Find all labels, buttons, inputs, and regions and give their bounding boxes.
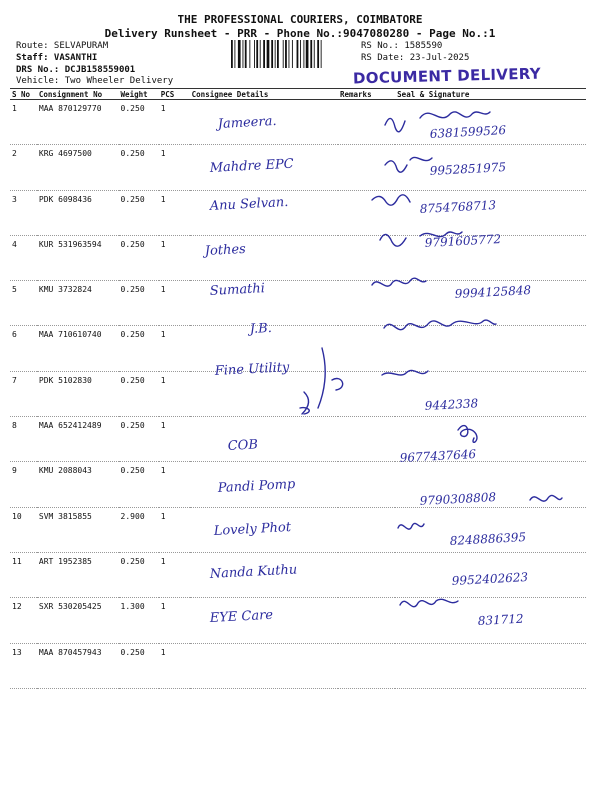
phone-handwriting: 8754768713 (419, 198, 497, 216)
row-sno: 9 (10, 462, 37, 507)
table-row (10, 235, 586, 280)
row-consignee-details (190, 643, 338, 688)
consignee-handwriting: Lovely Phot (213, 519, 292, 539)
row-consignee-details (190, 235, 338, 280)
consignee-handwriting: Pandi Pomp (217, 476, 296, 496)
row-consignee-details (190, 281, 338, 326)
row-consignment-no: SXR 530205425 (37, 598, 119, 643)
row-sno: 11 (10, 552, 37, 597)
row-pcs: 1 (159, 507, 190, 552)
row-sno: 12 (10, 598, 37, 643)
row-weight: 0.250 (119, 100, 159, 145)
barcode (230, 40, 354, 68)
row-sno: 7 (10, 371, 37, 416)
row-seal-signature (395, 100, 586, 145)
consignee-handwriting: Nanda Kuthu (209, 562, 298, 582)
header-weight: Weight (119, 89, 159, 100)
row-consignment-no: KMU 2088043 (37, 462, 119, 507)
row-sno: 13 (10, 643, 37, 688)
row-sno: 4 (10, 235, 37, 280)
phone-handwriting: 9442338 (424, 396, 479, 413)
row-weight: 0.250 (119, 145, 159, 190)
route-label: Route: SELVAPURAM (16, 41, 109, 51)
row-weight: 1.300 (119, 598, 159, 643)
row-weight: 0.250 (119, 417, 159, 462)
document-delivery-stamp: DOCUMENT DELIVERY (352, 64, 542, 88)
row-seal-signature (395, 552, 586, 597)
row-sno: 3 (10, 190, 37, 235)
row-remarks (338, 462, 395, 507)
table-row (10, 190, 586, 235)
table-row (10, 507, 586, 552)
row-sno: 10 (10, 507, 37, 552)
vehicle-label: Vehicle: Two Wheeler Delivery (16, 76, 174, 86)
row-consignment-no: PDK 5102830 (37, 371, 119, 416)
consignee-handwriting: J.B. (249, 320, 273, 337)
row-consignment-no: SVM 3815855 (37, 507, 119, 552)
row-consignee-details (190, 100, 338, 145)
row-consignment-no: MAA 870457943 (37, 643, 119, 688)
row-weight: 0.250 (119, 371, 159, 416)
row-sno: 5 (10, 281, 37, 326)
row-seal-signature (395, 190, 586, 235)
row-remarks (338, 552, 395, 597)
row-consignee-details (190, 462, 338, 507)
row-sno: 8 (10, 417, 37, 462)
row-pcs: 1 (159, 371, 190, 416)
consignee-handwriting: Anu Selvan. (209, 194, 289, 214)
row-remarks (338, 145, 395, 190)
row-pcs: 1 (159, 552, 190, 597)
header-signature: Seal & Signature (395, 89, 586, 100)
document-subtitle: Delivery Runsheet - PRR - Phone No.:9047080280 - Page No.:1 (104, 27, 496, 40)
row-weight: 0.250 (119, 643, 159, 688)
row-pcs: 1 (159, 326, 190, 371)
phone-handwriting: 9952851975 (429, 160, 507, 178)
table-body (10, 100, 586, 689)
row-seal-signature (395, 145, 586, 190)
row-consignment-no: MAA 652412489 (37, 417, 119, 462)
row-seal-signature (395, 598, 586, 643)
row-weight: 0.250 (119, 462, 159, 507)
row-pcs: 1 (159, 190, 190, 235)
document-title: THE PROFESSIONAL COURIERS, COIMBATORE (177, 13, 423, 26)
table-header-row (10, 89, 586, 100)
phone-handwriting: 9791605772 (424, 232, 502, 250)
drs-number: DRS No.: DCJB158559001 (16, 65, 136, 75)
row-seal-signature (395, 326, 586, 371)
table-row (10, 552, 586, 597)
consignee-handwriting: Jothes (204, 241, 247, 259)
rs-number: RS No.: 1585590 (361, 41, 443, 51)
row-consignee-details (190, 417, 338, 462)
consignee-handwriting: EYE Care (209, 607, 274, 626)
row-seal-signature (395, 281, 586, 326)
row-weight: 0.250 (119, 235, 159, 280)
phone-handwriting: 9677437646 (399, 447, 477, 465)
row-remarks (338, 643, 395, 688)
row-consignee-details (190, 145, 338, 190)
row-weight: 0.250 (119, 281, 159, 326)
row-sno: 2 (10, 145, 37, 190)
consignee-handwriting: Mahdre EPC (209, 156, 295, 176)
header-remarks: Remarks (338, 89, 395, 100)
table-row (10, 598, 586, 643)
row-sno: 6 (10, 326, 37, 371)
table-row (10, 462, 586, 507)
row-consignment-no: MAA 710610740 (37, 326, 119, 371)
row-consignee-details (190, 552, 338, 597)
row-pcs: 1 (159, 145, 190, 190)
row-weight: 0.250 (119, 326, 159, 371)
phone-handwriting: 9790308808 (419, 490, 497, 508)
row-seal-signature (395, 507, 586, 552)
header-pcs: PCS (159, 89, 190, 100)
row-consignment-no: KMU 3732824 (37, 281, 119, 326)
row-remarks (338, 326, 395, 371)
row-remarks (338, 281, 395, 326)
row-remarks (338, 417, 395, 462)
row-pcs: 1 (159, 462, 190, 507)
row-seal-signature (395, 417, 586, 462)
header-sno: S No (10, 89, 37, 100)
row-seal-signature (395, 462, 586, 507)
row-consignment-no: MAA 870129770 (37, 100, 119, 145)
rs-date: RS Date: 23-Jul-2025 (361, 53, 470, 63)
runsheet-table (10, 88, 586, 689)
row-consignee-details (190, 507, 338, 552)
table-row (10, 643, 586, 688)
phone-handwriting: 831712 (477, 611, 524, 628)
row-consignee-details (190, 598, 338, 643)
row-remarks (338, 190, 395, 235)
row-consignee-details (190, 190, 338, 235)
row-weight: 0.250 (119, 190, 159, 235)
row-seal-signature (395, 371, 586, 416)
phone-handwriting: 8248886395 (449, 530, 527, 548)
row-seal-signature (395, 643, 586, 688)
row-pcs: 1 (159, 643, 190, 688)
row-remarks (338, 235, 395, 280)
row-consignment-no: ART 1952385 (37, 552, 119, 597)
staff-label: Staff: VASANTHI (16, 53, 98, 63)
row-consignment-no: KRG 4697500 (37, 145, 119, 190)
row-sno: 1 (10, 100, 37, 145)
row-consignee-details (190, 326, 338, 371)
row-consignee-details (190, 371, 338, 416)
consignee-handwriting: Fine Utility (214, 360, 290, 379)
consignee-handwriting: Jameera. (217, 113, 277, 132)
table-row (10, 326, 586, 371)
row-remarks (338, 507, 395, 552)
row-pcs: 1 (159, 235, 190, 280)
table-row (10, 417, 586, 462)
table-row (10, 100, 586, 145)
table-row (10, 371, 586, 416)
row-seal-signature (395, 235, 586, 280)
phone-handwriting: 9952402623 (451, 570, 529, 588)
table-row (10, 145, 586, 190)
consignee-handwriting: COB (227, 437, 259, 454)
row-remarks (338, 371, 395, 416)
row-pcs: 1 (159, 417, 190, 462)
header-consignee: Consignee Details (190, 89, 338, 100)
row-remarks (338, 598, 395, 643)
row-consignment-no: KUR 531963594 (37, 235, 119, 280)
row-weight: 0.250 (119, 552, 159, 597)
phone-handwriting: 6381599526 (429, 123, 507, 141)
header-consignment: Consignment No (37, 89, 119, 100)
consignee-handwriting: Sumathi (209, 281, 266, 299)
phone-handwriting: 9994125848 (454, 283, 532, 301)
row-pcs: 1 (159, 598, 190, 643)
row-weight: 2.900 (119, 507, 159, 552)
row-pcs: 1 (159, 281, 190, 326)
row-pcs: 1 (159, 100, 190, 145)
row-consignment-no: PDK 6098436 (37, 190, 119, 235)
row-remarks (338, 100, 395, 145)
table-row (10, 281, 586, 326)
